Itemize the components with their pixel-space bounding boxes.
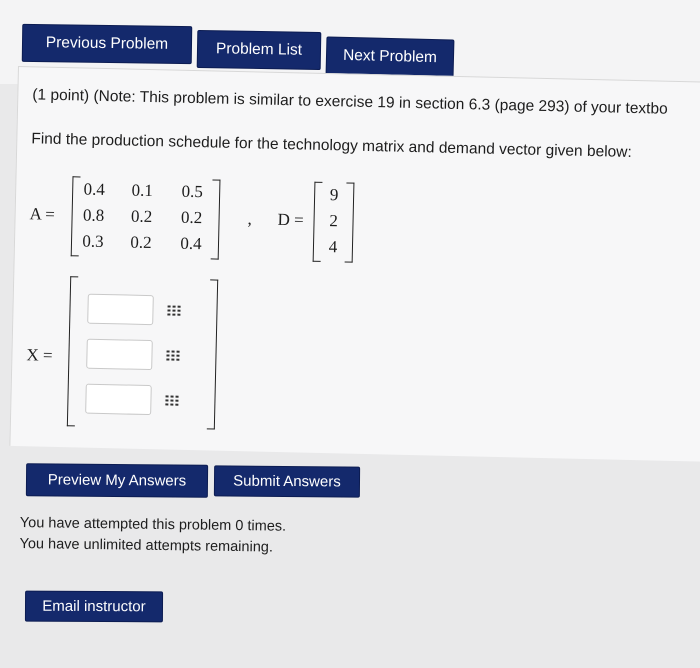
vector-d-cell: 2 (329, 211, 339, 231)
matrix-a-label: A = (29, 204, 56, 224)
preview-answers-button[interactable]: Preview My Answers (26, 463, 208, 498)
vector-d-cell: 4 (328, 237, 338, 257)
answer-right-bracket (207, 279, 218, 429)
matrix-a-cell: 0.2 (130, 232, 152, 253)
submit-answers-button[interactable]: Submit Answers (214, 465, 360, 497)
next-problem-button[interactable]: Next Problem (326, 36, 455, 77)
matrix-grid-icon[interactable] (166, 350, 181, 363)
matrix-a-cell: 0.5 (181, 181, 204, 202)
previous-problem-button[interactable]: Previous Problem (22, 24, 193, 64)
problem-panel (9, 66, 700, 462)
answer-input-2[interactable] (86, 339, 153, 370)
vector-d-right-bracket (345, 182, 355, 262)
matrix-a-cell: 0.4 (180, 233, 202, 254)
attempt-status (19, 513, 286, 559)
matrix-a-cell: 0.8 (82, 205, 105, 225)
matrix-a-cell: 0.2 (180, 207, 203, 228)
problem-intro: (1 point) (Note: This problem is similar to exercise 19 in section 6.3 (page 293) of your textbo (32, 86, 668, 118)
matrix-grid-icon[interactable] (165, 395, 180, 408)
vector-d-label: D = (277, 209, 304, 230)
matrix-a-cell: 0.4 (83, 179, 106, 199)
problem-list-button[interactable]: Problem List (197, 30, 322, 70)
matrix-a-cell: 0.1 (131, 180, 154, 201)
matrix-separator: , (247, 209, 253, 229)
answer-input-1[interactable] (87, 294, 154, 325)
attempts-text: You have attempted this problem 0 times. (19, 514, 287, 535)
email-instructor-button[interactable]: Email instructor (25, 591, 163, 623)
problem-question: Find the production schedule for the technology matrix and demand vector given below: (31, 130, 632, 161)
matrix-a-cell: 0.3 (82, 231, 104, 251)
matrix-grid-icon[interactable] (167, 305, 182, 318)
matrix-a-cell: 0.2 (130, 206, 153, 227)
answer-label: X = (26, 345, 53, 365)
answer-left-bracket (67, 276, 78, 426)
answer-input-3[interactable] (85, 384, 152, 415)
vector-d-cell: 9 (329, 185, 339, 205)
remaining-attempts-text: You have unlimited attempts remaining. (19, 535, 274, 556)
matrix-a-right-bracket (211, 179, 221, 259)
